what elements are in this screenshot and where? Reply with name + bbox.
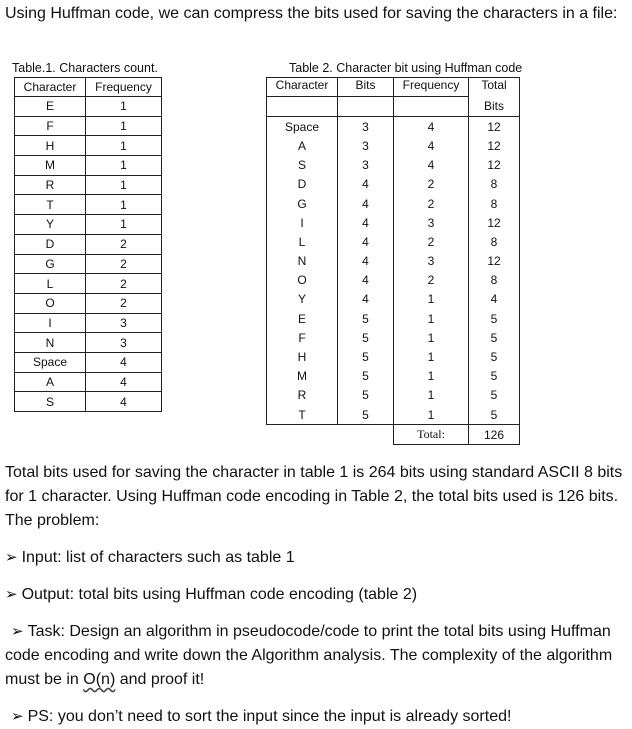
- table-row: [267, 213, 520, 232]
- table2-cell-bits: 3: [338, 117, 394, 137]
- table1-cell-frequency: 1: [86, 195, 162, 215]
- table2-header-bits: Bits: [338, 78, 394, 97]
- table-row: [267, 175, 520, 194]
- table2-header-total: Total: [469, 78, 520, 97]
- table2-cell-character: Space: [267, 117, 338, 137]
- table2-total-value: 126: [469, 425, 520, 445]
- table2-cell-bits: 5: [338, 347, 394, 366]
- table2-cell-character: T: [267, 405, 338, 425]
- table-row: [15, 156, 162, 176]
- table1-cell-frequency: 1: [86, 136, 162, 156]
- arrow-bullet-icon: ➢: [11, 623, 24, 640]
- table1-cell-character: L: [15, 274, 86, 294]
- table2-cell-character: G: [267, 194, 338, 213]
- table2-cell-frequency: 1: [394, 367, 469, 386]
- table-row: [15, 175, 162, 195]
- table2-cell-total: 5: [469, 347, 520, 366]
- table-row: [267, 156, 520, 175]
- table2-cell-total: 5: [469, 386, 520, 405]
- table1: [14, 77, 162, 412]
- table2-cell-bits: 5: [338, 386, 394, 405]
- table1-header-row: [15, 78, 162, 97]
- table2-cell-frequency: 1: [394, 386, 469, 405]
- ps-bullet: [5, 705, 627, 729]
- table-row: [15, 215, 162, 235]
- table2-cell-bits: 4: [338, 252, 394, 271]
- table-row: [267, 347, 520, 366]
- task-text-a: Task: Design an algorithm in pseudocode/code to print the total bits using Huffman code encoding and write down the Algorithm analysis. The complexity of the algorithm must be in: [5, 623, 613, 688]
- table-row: [267, 405, 520, 425]
- table2-cell-bits: 5: [338, 405, 394, 425]
- table-row: [15, 97, 162, 117]
- para-summary: Total bits used for saving the character in table 1 is 264 bits using standard ASCII 8 bits for 1 character. Using Huffman code encoding in Table 2, the total bits used is 126 bits. The problem:: [5, 464, 623, 529]
- table-row: [15, 352, 162, 372]
- table-row: [15, 274, 162, 294]
- table1-header-character: Character: [15, 78, 86, 97]
- table-row: [267, 271, 520, 290]
- table1-cell-character: E: [15, 97, 86, 117]
- table-row: [15, 333, 162, 353]
- table1-cell-character: F: [15, 116, 86, 136]
- table2-cell-bits: 3: [338, 156, 394, 175]
- table2-cell-character: S: [267, 156, 338, 175]
- table2-cell-frequency: 3: [394, 252, 469, 271]
- table2-cell-total: 12: [469, 252, 520, 271]
- table1-cell-character: N: [15, 333, 86, 353]
- table2-cell-total: 5: [469, 367, 520, 386]
- table1-cell-character: Space: [15, 352, 86, 372]
- table1-cell-frequency: 1: [86, 97, 162, 117]
- table1-cell-character: M: [15, 156, 86, 176]
- table1-cell-character: G: [15, 254, 86, 274]
- table2-cell-character: A: [267, 136, 338, 155]
- arrow-bullet-icon: ➢: [5, 586, 18, 603]
- table1-cell-frequency: 1: [86, 156, 162, 176]
- table-row: [267, 117, 520, 137]
- table1-caption: Table.1. Characters count.: [12, 61, 158, 75]
- table1-cell-character: A: [15, 372, 86, 392]
- table1-cell-character: S: [15, 392, 86, 412]
- table-row: [267, 252, 520, 271]
- table-row: [15, 372, 162, 392]
- table1-cell-character: D: [15, 234, 86, 254]
- table1-cell-character: Y: [15, 215, 86, 235]
- table2-caption: Table 2. Character bit using Huffman code: [289, 61, 523, 75]
- input-bullet: [5, 546, 627, 570]
- table2-cell-total: 4: [469, 290, 520, 309]
- table2-cell-character: I: [267, 213, 338, 232]
- output-bullet: [5, 583, 627, 607]
- table1-cell-frequency: 2: [86, 234, 162, 254]
- ps-text: PS: you don’t need to sort the input since the input is already sorted!: [27, 708, 512, 725]
- table2-cell-frequency: 4: [394, 136, 469, 155]
- table2-cell-character: M: [267, 367, 338, 386]
- table2-cell-total: 8: [469, 271, 520, 290]
- arrow-bullet-icon: ➢: [11, 708, 24, 725]
- table-row: [267, 328, 520, 347]
- arrow-bullet-icon: ➢: [5, 549, 18, 566]
- table2-cell-character: R: [267, 386, 338, 405]
- table1-cell-frequency: 1: [86, 215, 162, 235]
- table2-cell-total: 12: [469, 156, 520, 175]
- task-bullet: [5, 620, 627, 692]
- table-row: [15, 195, 162, 215]
- table2-total-label: Total:: [394, 425, 469, 445]
- table2-cell-frequency: 2: [394, 175, 469, 194]
- table2-cell-bits: 4: [338, 232, 394, 251]
- table2-cell-total: 8: [469, 194, 520, 213]
- table2-cell-bits: 4: [338, 271, 394, 290]
- table-row: [15, 136, 162, 156]
- table2-cell-frequency: 2: [394, 194, 469, 213]
- table2-cell-frequency: 3: [394, 213, 469, 232]
- table2-header-row: [267, 78, 520, 97]
- table2-cell-frequency: 4: [394, 156, 469, 175]
- table1-cell-frequency: 4: [86, 352, 162, 372]
- table2-cell-total: 12: [469, 117, 520, 137]
- table1-cell-frequency: 1: [86, 116, 162, 136]
- table2-cell-character: E: [267, 309, 338, 328]
- table1-cell-frequency: 1: [86, 175, 162, 195]
- table1-cell-character: I: [15, 313, 86, 333]
- output-text: Output: total bits using Huffman code encoding (table 2): [21, 586, 418, 603]
- table2-cell-bits: 4: [338, 194, 394, 213]
- table1-cell-frequency: 3: [86, 313, 162, 333]
- table1-cell-frequency: 3: [86, 333, 162, 353]
- task-complexity: O(n): [83, 671, 116, 688]
- table2-cell-character: F: [267, 328, 338, 347]
- table2-cell-total: 5: [469, 405, 520, 425]
- table2-cell-bits: 5: [338, 309, 394, 328]
- table-row: [15, 293, 162, 313]
- table2-cell-bits: 5: [338, 367, 394, 386]
- table-row: [15, 254, 162, 274]
- table2-cell-frequency: 1: [394, 328, 469, 347]
- table-row: [15, 116, 162, 136]
- table2-subheader-row: [267, 97, 520, 117]
- table-row: [267, 194, 520, 213]
- table1-cell-character: O: [15, 293, 86, 313]
- table2-cell-total: 8: [469, 175, 520, 194]
- table2-cell-frequency: 1: [394, 405, 469, 425]
- table1-cell-character: T: [15, 195, 86, 215]
- table-row: [267, 309, 520, 328]
- table-row: [267, 367, 520, 386]
- table-row: [15, 392, 162, 412]
- table-row: [267, 386, 520, 405]
- table-row: [15, 234, 162, 254]
- table-row: [15, 313, 162, 333]
- table2-cell-frequency: 4: [394, 117, 469, 137]
- table2-cell-frequency: 2: [394, 271, 469, 290]
- table-row: [267, 290, 520, 309]
- table2-cell-bits: 5: [338, 328, 394, 347]
- table-row: [267, 136, 520, 155]
- table2-cell-frequency: 1: [394, 347, 469, 366]
- table2-cell-character: Y: [267, 290, 338, 309]
- table2-cell-total: 12: [469, 213, 520, 232]
- table1-cell-frequency: 2: [86, 274, 162, 294]
- table2-cell-character: L: [267, 232, 338, 251]
- table1-cell-frequency: 4: [86, 392, 162, 412]
- intro-text: Using Huffman code, we can compress the bits used for saving the characters in a file:: [5, 5, 618, 22]
- table2-cell-total: 5: [469, 309, 520, 328]
- table2-cell-bits: 4: [338, 290, 394, 309]
- table1-cell-frequency: 2: [86, 254, 162, 274]
- table2-cell-character: D: [267, 175, 338, 194]
- table-row: [267, 232, 520, 251]
- table1-header-frequency: Frequency: [86, 78, 162, 97]
- table2-header-frequency: Frequency: [394, 78, 469, 97]
- table2-cell-frequency: 1: [394, 309, 469, 328]
- table2-cell-character: H: [267, 347, 338, 366]
- table1-cell-character: H: [15, 136, 86, 156]
- table2-header-character: Character: [267, 78, 338, 97]
- table1-cell-character: R: [15, 175, 86, 195]
- task-text-b: and proof it!: [115, 671, 205, 688]
- table2-cell-bits: 4: [338, 175, 394, 194]
- table1-cell-frequency: 2: [86, 293, 162, 313]
- table2: [266, 77, 520, 445]
- table2-cell-total: 12: [469, 136, 520, 155]
- table2-total-row: [267, 425, 520, 445]
- table2-subheader-bits: Bits: [469, 97, 520, 117]
- table2-cell-bits: 4: [338, 213, 394, 232]
- table2-cell-character: N: [267, 252, 338, 271]
- table2-cell-bits: 3: [338, 136, 394, 155]
- table1-cell-frequency: 4: [86, 372, 162, 392]
- table2-cell-frequency: 2: [394, 232, 469, 251]
- input-text: Input: list of characters such as table 1: [21, 549, 295, 566]
- table2-cell-character: O: [267, 271, 338, 290]
- table2-cell-total: 5: [469, 328, 520, 347]
- table2-cell-frequency: 1: [394, 290, 469, 309]
- table2-cell-total: 8: [469, 232, 520, 251]
